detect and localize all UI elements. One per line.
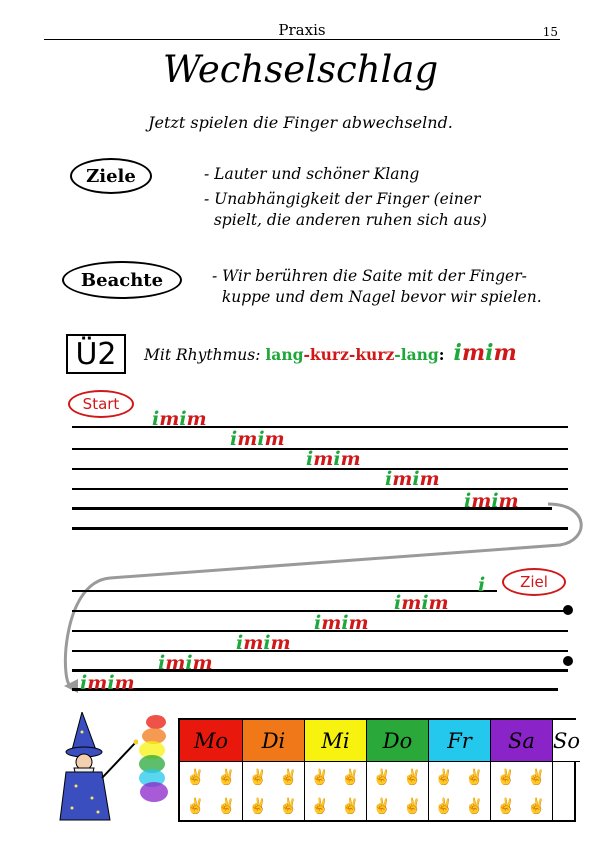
hand-tally-icon: ✌: [186, 767, 205, 786]
goals-label: Ziele: [70, 158, 152, 194]
hand-tally-icon: ✌: [341, 767, 361, 786]
goals-item: - Lauter und schöner Klang: [204, 165, 420, 183]
hand-tally-icon: ✌: [527, 767, 547, 786]
day-label: So: [553, 720, 580, 762]
hand-tally-icon: ✌: [248, 767, 268, 786]
day-column: [491, 720, 553, 820]
start-marker: Start: [68, 390, 134, 418]
hand-tally-icon: ✌: [434, 767, 454, 786]
day-label: Mo: [180, 720, 242, 762]
page-title: Wechselschlag: [162, 48, 439, 91]
goals-item: - Unabhängigkeit der Finger (einer spielt, die anderen ruhen sich aus): [204, 190, 487, 229]
hand-tally-icon: ✌: [403, 796, 423, 815]
day-column: [305, 720, 367, 820]
pattern-note: imim: [80, 672, 135, 694]
rainbow-hands-icon: [132, 712, 176, 808]
day-label: Do: [367, 720, 428, 762]
day-column: [429, 720, 491, 820]
pattern-note: imim: [152, 408, 207, 430]
pattern-note: imim: [230, 428, 285, 450]
hand-tally-icon: ✌: [403, 767, 423, 786]
hand-tally-icon: ✌: [217, 796, 236, 815]
end-marker: Ziel: [502, 568, 566, 596]
pattern-note: imim: [314, 612, 369, 634]
day-label: Di: [243, 720, 304, 762]
day-column: [243, 720, 305, 820]
hand-tally-icon: ✌: [217, 767, 236, 786]
pattern-note: i: [478, 574, 486, 596]
hand-tally-icon: ✌: [310, 796, 330, 815]
pattern-note: imim: [236, 632, 291, 654]
hand-tally-icon: ✌: [310, 767, 330, 786]
hand-tally-icon: ✌: [372, 767, 392, 786]
hand-tally-icon: ✌: [465, 796, 485, 815]
note-item: - Wir berühren die Saite mit der Finger- kuppe und dem Nagel bevor wir spielen.: [212, 267, 542, 306]
note-label: Beachte: [62, 261, 182, 299]
hand-tally-icon: ✌: [496, 767, 516, 786]
hand-tally-icon: ✌: [341, 796, 361, 815]
hand-tally-icon: ✌: [279, 796, 299, 815]
rhythm-dash-3: -: [394, 345, 401, 364]
hand-tally-icon: ✌: [372, 796, 392, 815]
string-line: [72, 650, 568, 652]
wizard-icon: [52, 712, 138, 822]
pattern-note: imim: [385, 468, 440, 490]
rhythm-lang-2: lang: [400, 345, 439, 364]
pattern-note: imim: [464, 490, 519, 512]
hand-tally-icon: ✌: [279, 767, 299, 786]
practice-week-table: [178, 718, 581, 822]
section-title: Praxis: [278, 21, 326, 39]
end-dot: [563, 605, 573, 615]
day-column: [553, 720, 580, 820]
day-label: Sa: [491, 720, 552, 762]
rhythm-dash-1: -: [303, 345, 310, 364]
day-column: [367, 720, 429, 820]
hand-tally-icon: ✌: [465, 767, 485, 786]
rhythm-pattern: imim: [453, 340, 517, 366]
pattern-note: imim: [306, 448, 361, 470]
hand-tally-icon: ✌: [527, 796, 547, 815]
hand-tally-icon: ✌: [248, 796, 268, 815]
day-column: [180, 720, 243, 820]
rhythm-lang-1: lang: [265, 345, 304, 364]
hand-tally-icon: ✌: [496, 796, 516, 815]
day-label: Fr: [429, 720, 490, 762]
pattern-note: imim: [394, 592, 449, 614]
rhythm-dash-2: -: [348, 345, 356, 364]
day-label: Mi: [305, 720, 366, 762]
rhythm-kurz-2: kurz: [355, 345, 395, 364]
end-dot: [563, 656, 573, 666]
rhythm-label: Mit Rhythmus:: [144, 346, 261, 364]
pattern-note: imim: [158, 652, 213, 674]
page-subtitle: Jetzt spielen die Finger abwechselnd.: [148, 113, 453, 132]
rhythm-kurz-1: kurz: [309, 345, 349, 364]
page-number: 15: [542, 25, 558, 39]
hand-tally-icon: ✌: [434, 796, 454, 815]
string-line: [72, 669, 568, 672]
rhythm-colon: :: [438, 345, 445, 364]
hand-tally-icon: ✌: [186, 796, 205, 815]
exercise-label: Ü2: [66, 334, 126, 374]
string-line: [72, 688, 558, 691]
